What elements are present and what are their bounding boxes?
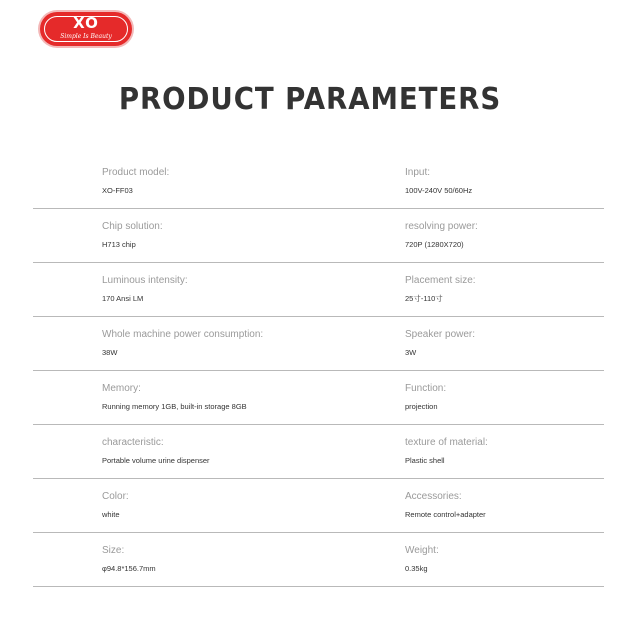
spec-value: Remote control+adapter — [405, 510, 486, 519]
spec-value: 720P (1280X720) — [405, 240, 464, 249]
spec-cell-size — [102, 545, 156, 574]
spec-row — [33, 533, 604, 587]
spec-label: characteristic: — [102, 437, 164, 448]
spec-label: Product model: — [102, 167, 170, 178]
spec-row — [33, 425, 604, 479]
spec-cell-memory — [102, 383, 247, 412]
spec-label: Placement size: — [405, 275, 476, 286]
spec-label: Color: — [102, 491, 129, 502]
spec-value: projection — [405, 402, 438, 411]
spec-label: Accessories: — [405, 491, 462, 502]
spec-cell-color — [102, 491, 129, 520]
spec-value: H713 chip — [102, 240, 136, 249]
spec-row — [33, 263, 604, 317]
brand-logo — [40, 12, 132, 46]
spec-label: Chip solution: — [102, 221, 163, 232]
spec-value: Plastic shell — [405, 456, 445, 465]
spec-cell-speaker-power — [405, 329, 475, 358]
spec-label: Whole machine power consumption: — [102, 329, 264, 340]
spec-row — [33, 479, 604, 533]
spec-label: texture of material: — [405, 437, 488, 448]
spec-label: Function: — [405, 383, 447, 394]
spec-cell-resolving-power — [405, 221, 478, 250]
spec-value: 100V-240V 50/60Hz — [405, 186, 473, 195]
spec-row — [33, 155, 604, 209]
page-title: PRODUCT PARAMETERS — [118, 82, 502, 117]
spec-row — [33, 371, 604, 425]
spec-label: Weight: — [405, 545, 439, 556]
logo-tagline: Simple Is Beauty — [60, 33, 112, 40]
spec-row — [33, 317, 604, 371]
spec-label: Size: — [102, 545, 125, 556]
spec-value: φ94.8*156.7mm — [102, 564, 156, 573]
spec-cell-placement-size — [405, 275, 476, 304]
spec-value: 0.35kg — [405, 564, 428, 573]
spec-cell-material — [405, 437, 488, 466]
spec-value: Portable volume urine dispenser — [102, 456, 210, 465]
spec-row — [33, 209, 604, 263]
spec-value: XO-FF03 — [102, 186, 133, 195]
spec-value: white — [102, 510, 120, 519]
spec-cell-power-consumption — [102, 329, 263, 358]
spec-table — [33, 155, 604, 587]
spec-label: Luminous intensity: — [102, 275, 188, 286]
spec-cell-characteristic — [102, 437, 210, 466]
spec-value: 25寸-110寸 — [405, 294, 443, 303]
spec-label: Speaker power: — [405, 329, 476, 340]
spec-value: Running memory 1GB, built-in storage 8GB — [102, 402, 247, 411]
spec-cell-input — [405, 167, 472, 196]
spec-label: Input: — [405, 167, 431, 178]
spec-cell-function — [405, 383, 446, 412]
spec-cell-accessories — [405, 491, 486, 520]
spec-label: Memory: — [102, 383, 141, 394]
spec-value: 3W — [405, 348, 417, 357]
spec-value: 38W — [102, 348, 118, 357]
logo-mark: XO — [73, 14, 99, 32]
spec-label: resolving power: — [405, 221, 478, 232]
spec-cell-chip-solution — [102, 221, 163, 250]
spec-cell-weight — [405, 545, 439, 574]
spec-value: 170 Ansi LM — [102, 294, 144, 303]
spec-cell-luminous-intensity — [102, 275, 188, 304]
spec-cell-product-model — [102, 167, 169, 196]
